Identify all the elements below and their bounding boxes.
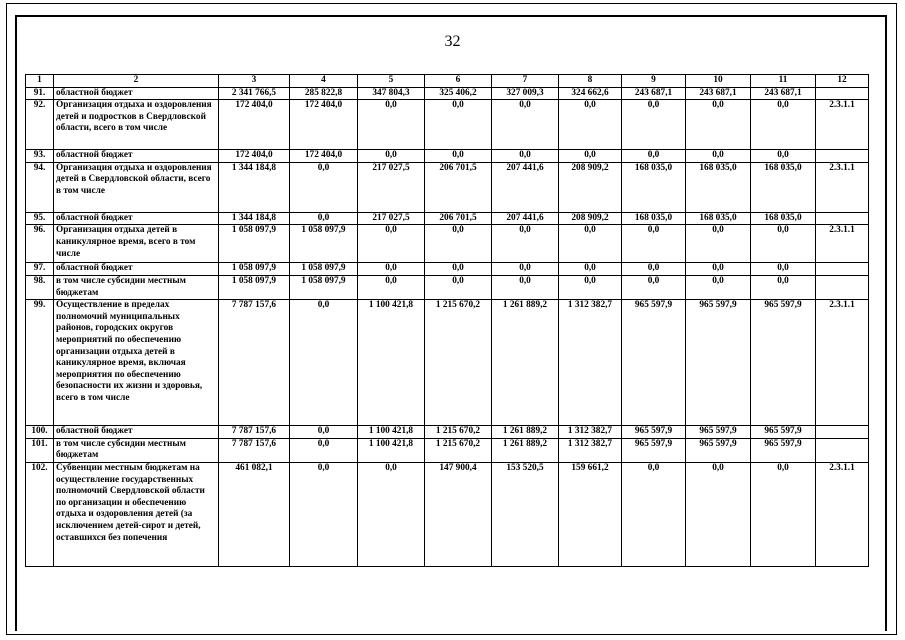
value-cell: 965 597,9 (622, 426, 686, 439)
value-cell: 965 597,9 (751, 438, 816, 462)
value-cell: 0,0 (559, 225, 622, 263)
value-cell: 243 687,1 (686, 87, 751, 100)
value-cell: 0,0 (686, 225, 751, 263)
value-cell: 1 058 097,9 (290, 263, 358, 276)
value-cell: 0,0 (622, 150, 686, 163)
value-cell: 172 404,0 (219, 100, 290, 150)
value-cell: 0,0 (622, 462, 686, 566)
value-cell: 1 100 421,8 (358, 438, 425, 462)
table-row (26, 87, 869, 100)
header-cell: 12 (816, 75, 869, 88)
value-cell: 1 215 670,2 (425, 300, 492, 426)
value-cell: 461 082,1 (219, 462, 290, 566)
value-cell: 0,0 (751, 462, 816, 566)
code-cell: 2.3.1.1 (816, 162, 869, 212)
value-cell: 243 687,1 (751, 87, 816, 100)
value-cell: 0,0 (358, 100, 425, 150)
value-cell: 7 787 157,6 (219, 426, 290, 439)
value-cell: 217 027,5 (358, 212, 425, 225)
value-cell: 1 261 889,2 (492, 426, 559, 439)
value-cell: 0,0 (686, 100, 751, 150)
row-number: 95. (26, 212, 54, 225)
value-cell: 168 035,0 (751, 212, 816, 225)
value-cell: 0,0 (751, 225, 816, 263)
row-name: Организация отдыха и оздоровления детей и подростков в Свердловской области, всего в том числе (54, 100, 219, 150)
value-cell: 1 100 421,8 (358, 300, 425, 426)
value-cell: 1 261 889,2 (492, 300, 559, 426)
value-cell: 172 404,0 (219, 150, 290, 163)
table-row (26, 225, 869, 263)
header-cell: 4 (290, 75, 358, 88)
row-name: областной бюджет (54, 87, 219, 100)
value-cell: 0,0 (425, 150, 492, 163)
value-cell: 0,0 (492, 225, 559, 263)
value-cell: 0,0 (358, 225, 425, 263)
value-cell: 0,0 (425, 263, 492, 276)
code-cell (816, 263, 869, 276)
value-cell: 1 312 382,7 (559, 438, 622, 462)
value-cell: 327 009,3 (492, 87, 559, 100)
code-cell (816, 87, 869, 100)
table-row (26, 426, 869, 439)
value-cell: 965 597,9 (751, 300, 816, 426)
code-cell: 2.3.1.1 (816, 462, 869, 566)
value-cell: 965 597,9 (686, 300, 751, 426)
row-number: 100. (26, 426, 54, 439)
value-cell: 0,0 (559, 275, 622, 299)
value-cell: 168 035,0 (622, 162, 686, 212)
value-cell: 0,0 (751, 275, 816, 299)
value-cell: 159 661,2 (559, 462, 622, 566)
value-cell: 965 597,9 (622, 300, 686, 426)
value-cell: 0,0 (358, 263, 425, 276)
value-cell: 1 312 382,7 (559, 300, 622, 426)
value-cell: 0,0 (686, 263, 751, 276)
row-number: 102. (26, 462, 54, 566)
value-cell: 243 687,1 (622, 87, 686, 100)
value-cell: 0,0 (425, 100, 492, 150)
value-cell: 0,0 (559, 150, 622, 163)
value-cell: 2 341 766,5 (219, 87, 290, 100)
header-row (26, 75, 869, 88)
value-cell: 1 100 421,8 (358, 426, 425, 439)
header-cell: 5 (358, 75, 425, 88)
code-cell (816, 438, 869, 462)
value-cell: 0,0 (622, 263, 686, 276)
value-cell: 0,0 (290, 300, 358, 426)
value-cell: 0,0 (358, 275, 425, 299)
value-cell: 0,0 (425, 225, 492, 263)
code-cell: 2.3.1.1 (816, 300, 869, 426)
value-cell: 147 900,4 (425, 462, 492, 566)
value-cell: 0,0 (290, 162, 358, 212)
header-cell: 11 (751, 75, 816, 88)
value-cell: 206 701,5 (425, 162, 492, 212)
value-cell: 1 215 670,2 (425, 438, 492, 462)
row-number: 101. (26, 438, 54, 462)
value-cell: 168 035,0 (622, 212, 686, 225)
header-cell: 7 (492, 75, 559, 88)
value-cell: 965 597,9 (751, 426, 816, 439)
code-cell (816, 426, 869, 439)
value-cell: 1 261 889,2 (492, 438, 559, 462)
row-name: Осуществление в пределах полномочий муниципальных районов, городских округов мероприятий по обеспечению организации отдыха детей в каникулярное время, включая мероприятия по обеспечению безопасности их жизни и здоровья, всего в том числе (54, 300, 219, 426)
value-cell: 0,0 (559, 100, 622, 150)
value-cell: 1 344 184,8 (219, 212, 290, 225)
value-cell: 1 058 097,9 (219, 275, 290, 299)
row-number: 98. (26, 275, 54, 299)
row-name: областной бюджет (54, 212, 219, 225)
value-cell: 0,0 (492, 275, 559, 299)
value-cell: 1 312 382,7 (559, 426, 622, 439)
value-cell: 168 035,0 (686, 162, 751, 212)
header-cell: 8 (559, 75, 622, 88)
code-cell (816, 275, 869, 299)
value-cell: 1 058 097,9 (290, 225, 358, 263)
code-cell (816, 150, 869, 163)
code-cell: 2.3.1.1 (816, 100, 869, 150)
code-cell (816, 212, 869, 225)
header-cell: 3 (219, 75, 290, 88)
value-cell: 0,0 (358, 150, 425, 163)
value-cell: 0,0 (751, 150, 816, 163)
value-cell: 0,0 (290, 462, 358, 566)
row-name: в том числе субсидии местным бюджетам (54, 275, 219, 299)
value-cell: 324 662,6 (559, 87, 622, 100)
value-cell: 0,0 (559, 263, 622, 276)
value-cell: 0,0 (358, 462, 425, 566)
row-number: 96. (26, 225, 54, 263)
value-cell: 965 597,9 (686, 426, 751, 439)
value-cell: 168 035,0 (686, 212, 751, 225)
row-number: 94. (26, 162, 54, 212)
value-cell: 0,0 (622, 275, 686, 299)
value-cell: 0,0 (290, 438, 358, 462)
value-cell: 1 058 097,9 (219, 263, 290, 276)
value-cell: 168 035,0 (751, 162, 816, 212)
value-cell: 1 058 097,9 (219, 225, 290, 263)
value-cell: 0,0 (686, 462, 751, 566)
value-cell: 0,0 (751, 263, 816, 276)
row-name: Субвенции местным бюджетам на осуществление государственных полномочий Свердловской области по организации и обеспечению отдыха и оздоровления детей (за исключением детей-сирот и детей, оставшихся без попечения (54, 462, 219, 566)
header-cell: 2 (54, 75, 219, 88)
table-row (26, 300, 869, 426)
value-cell: 0,0 (492, 150, 559, 163)
table-row (26, 275, 869, 299)
row-name: областной бюджет (54, 150, 219, 163)
row-number: 99. (26, 300, 54, 426)
header-cell: 10 (686, 75, 751, 88)
row-name: Организация отдыха детей в каникулярное время, всего в том числе (54, 225, 219, 263)
value-cell: 0,0 (425, 275, 492, 299)
row-name: областной бюджет (54, 263, 219, 276)
page-number: 32 (444, 33, 461, 50)
value-cell: 1 215 670,2 (425, 426, 492, 439)
table-row (26, 162, 869, 212)
budget-table (25, 74, 869, 567)
value-cell: 0,0 (686, 150, 751, 163)
value-cell: 0,0 (290, 426, 358, 439)
value-cell: 0,0 (492, 263, 559, 276)
table-row (26, 462, 869, 566)
row-name: областной бюджет (54, 426, 219, 439)
table-row (26, 438, 869, 462)
row-name: в том числе субсидии местным бюджетам (54, 438, 219, 462)
table-row (26, 100, 869, 150)
row-name: Организация отдыха и оздоровления детей в Свердловской области, всего в том числе (54, 162, 219, 212)
value-cell: 0,0 (622, 225, 686, 263)
value-cell: 208 909,2 (559, 162, 622, 212)
value-cell: 0,0 (290, 212, 358, 225)
value-cell: 207 441,6 (492, 162, 559, 212)
table-row (26, 263, 869, 276)
value-cell: 206 701,5 (425, 212, 492, 225)
value-cell: 208 909,2 (559, 212, 622, 225)
header-cell: 6 (425, 75, 492, 88)
value-cell: 7 787 157,6 (219, 300, 290, 426)
value-cell: 347 804,3 (358, 87, 425, 100)
value-cell: 0,0 (622, 100, 686, 150)
value-cell: 172 404,0 (290, 150, 358, 163)
header-cell: 9 (622, 75, 686, 88)
value-cell: 0,0 (492, 100, 559, 150)
value-cell: 285 822,8 (290, 87, 358, 100)
table-row (26, 212, 869, 225)
value-cell: 207 441,6 (492, 212, 559, 225)
header-cell: 1 (26, 75, 54, 88)
value-cell: 7 787 157,6 (219, 438, 290, 462)
row-number: 97. (26, 263, 54, 276)
value-cell: 217 027,5 (358, 162, 425, 212)
value-cell: 0,0 (686, 275, 751, 299)
value-cell: 965 597,9 (686, 438, 751, 462)
row-number: 91. (26, 87, 54, 100)
value-cell: 172 404,0 (290, 100, 358, 150)
value-cell: 965 597,9 (622, 438, 686, 462)
row-number: 93. (26, 150, 54, 163)
code-cell: 2.3.1.1 (816, 225, 869, 263)
value-cell: 153 520,5 (492, 462, 559, 566)
row-number: 92. (26, 100, 54, 150)
value-cell: 0,0 (751, 100, 816, 150)
value-cell: 325 406,2 (425, 87, 492, 100)
table-row (26, 150, 869, 163)
value-cell: 1 058 097,9 (290, 275, 358, 299)
value-cell: 1 344 184,8 (219, 162, 290, 212)
